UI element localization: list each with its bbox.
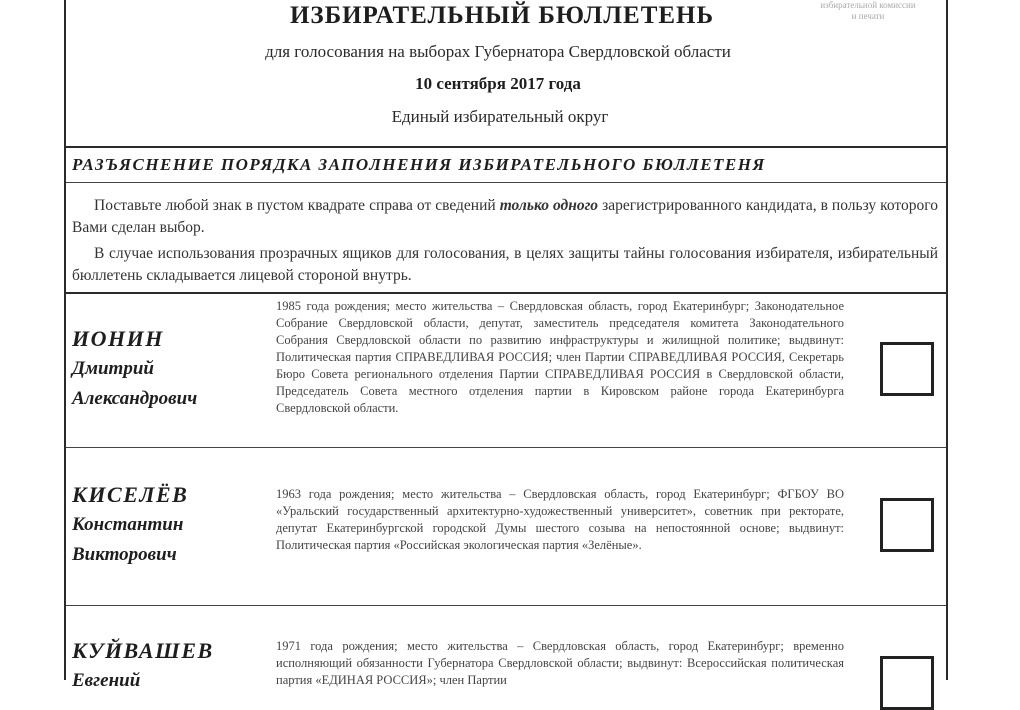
- ballot-right-border: [946, 0, 948, 680]
- ballot-subtitle: для голосования на выборах Губернатора Свердловской области: [265, 42, 731, 61]
- candidate-name: [72, 480, 262, 570]
- candidate-surname: КИСЕЛЁВ: [72, 482, 189, 507]
- candidate-surname: ИОНИН: [72, 326, 164, 351]
- candidate-surname: КУЙВАШЕВ: [72, 638, 214, 663]
- candidate-first-name: Дмитрий: [72, 358, 154, 379]
- electoral-district: Единый избирательный округ: [391, 107, 609, 126]
- candidate-info: 1963 года рождения; место жительства – Свердловская область, город Екатеринбург; ФГБОУ ВО «Уральский государственный архитектурно-художественный университет», советник при ректорате, депутат Екатеринбургской городской Думы шестого созыва на непостоянной основе; выдвинут: Политическая партия «Российская экологическая партия «Зелёные».: [276, 487, 844, 552]
- instructions-heading: РАЗЪЯСНЕНИЕ ПОРЯДКА ЗАПОЛНЕНИЯ ИЗБИРАТЕЛЬНОГО БЮЛЛЕТЕНЯ: [72, 155, 766, 174]
- instructions-text-part: зарегистрированного кандидата, в пользу которого Вами сделан выбор.: [72, 197, 938, 236]
- instructions-text: [72, 195, 938, 287]
- vote-checkbox[interactable]: [880, 656, 934, 710]
- ballot-left-border: [64, 0, 66, 680]
- divider: [66, 182, 946, 183]
- instructions-paragraph: [72, 195, 938, 239]
- candidate-patronymic: Александрович: [72, 388, 198, 409]
- divider: [66, 292, 946, 294]
- election-date: 10 сентября 2017 года: [415, 74, 581, 93]
- instructions-paragraph: В случае использования прозрачных ящиков для голосования, в целях защиты тайны голосования избирателя, избирательный бюллетень складывается лицевой стороной внутрь.: [72, 245, 938, 284]
- candidate-info: 1971 года рождения; место жительства – Свердловская область, город Екатеринбург; временно исполняющий обязанности Губернатора Свердловской области; выдвинут: Всероссийская политическая партия «ЕДИНАЯ РОССИЯ»; член Партии: [276, 639, 844, 687]
- candidate-name: [72, 324, 262, 414]
- candidate-name: [72, 636, 262, 696]
- candidate-first-name: Константин: [72, 514, 184, 535]
- ballot-title: ИЗБИРАТЕЛЬНЫЙ БЮЛЛЕТЕНЬ: [289, 2, 715, 29]
- candidate-divider: [66, 447, 946, 448]
- vote-checkbox[interactable]: [880, 342, 934, 396]
- stamp-note-line: и печати: [851, 11, 885, 21]
- candidate-first-name: Евгений: [72, 670, 141, 691]
- vote-checkbox[interactable]: [880, 498, 934, 552]
- instructions-emphasis: только одного: [499, 197, 599, 214]
- candidate-info: 1985 года рождения; место жительства – Свердловская область, город Екатеринбург; Законодательное Собрание Свердловской области, депутат, заместитель председателя комитета Законодательного Собрания Свердловской области по развитию инфраструктуры и жилищной политике; выдвинут: Политическая партия СПРАВЕДЛИВАЯ РОССИЯ; член Партии СПРАВЕДЛИВАЯ РОССИЯ, Секретарь Бюро Совета регионального отделения Партии СПРАВЕДЛИВАЯ РОССИЯ в Свердловской области, Председатель Совета местного отделения партии в Кировском районе города Екатеринбурга Свердловской области.: [276, 299, 844, 415]
- candidate-divider: [66, 605, 946, 606]
- candidate-patronymic: Викторович: [72, 544, 177, 565]
- divider: [66, 146, 946, 148]
- instructions-text-part: Поставьте любой знак в пустом квадрате справа от сведений: [94, 197, 500, 214]
- stamp-note-line: избирательной комиссии: [820, 0, 916, 10]
